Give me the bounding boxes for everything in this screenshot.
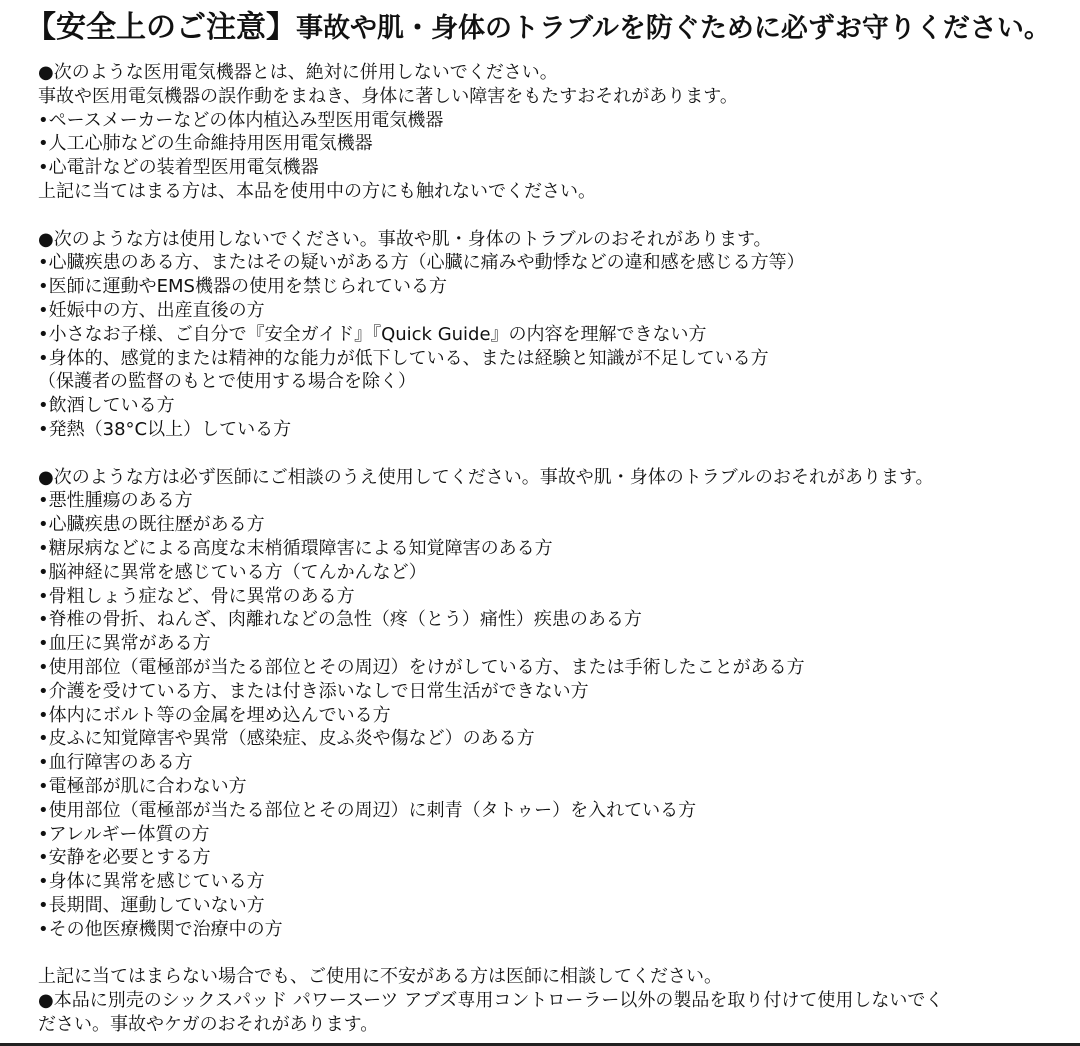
list-item: •血行障害のある方 <box>38 752 193 774</box>
list-item: •介護を受けている方、または付き添いなしで日常生活ができない方 <box>38 680 589 702</box>
list-item: •ペースメーカーなどの体内植込み型医用電気機器 <box>38 109 444 131</box>
list-item: •アレルギー体質の方 <box>38 823 210 845</box>
section-heading-consult-doctor: ●次のような方は必ず医師にご相談のうえ使用してください。事故や肌・身体のトラブルのおそれがあります。 <box>38 466 934 488</box>
list-item: •その他医療機関で治療中の方 <box>38 918 283 940</box>
list-item: •脊椎の骨折、ねんざ、肉離れなどの急性（疼（とう）痛性）疾患のある方 <box>38 609 642 631</box>
spacer <box>38 941 1048 965</box>
title-bracket: 【安全上のご注意】 <box>26 10 296 45</box>
spacer <box>38 442 1048 466</box>
section-heading-accessories: ●本品に別売のシックスパッド パワースーツ アブズ専用コントローラー以外の製品を取り付けて使用しないでく <box>38 990 944 1012</box>
list-item: •悪性腫瘍のある方 <box>38 490 193 512</box>
list-item: •使用部位（電極部が当たる部位とその周辺）をけがしている方、または手術したことがある方 <box>38 656 805 678</box>
list-item: •小さなお子様、ご自分で『安全ガイド』『Quick Guide』の内容を理解できない方 <box>38 323 707 345</box>
list-item: •糖尿病などによる高度な末梢循環障害による知覚障害のある方 <box>38 537 553 559</box>
section-consult-doctor <box>38 466 1048 942</box>
list-item: •身体的、感覚的または精神的な能力が低下している、または経験と知識が不足している方 <box>38 347 769 369</box>
section-closing-notes <box>38 965 1048 1036</box>
title-text: 事故や肌・身体のトラブルを防ぐために必ずお守りください。 <box>296 13 1051 44</box>
list-item: •身体に異常を感じている方 <box>38 871 265 893</box>
list-item: •心臓疾患のある方、またはその疑いがある方（心臓に痛みや動悸などの違和感を感じる方等） <box>38 252 805 274</box>
list-item: •体内にボルト等の金属を埋め込んでいる方 <box>38 704 391 726</box>
spacer <box>38 204 1048 228</box>
list-item: •皮ふに知覚障害や異常（感染症、皮ふ炎や傷など）のある方 <box>38 728 535 750</box>
list-item: •心電計などの装着型医用電気機器 <box>38 157 319 179</box>
note-line: 上記に当てはまる方は、本品を使用中の方にも触れないでください。 <box>38 180 596 202</box>
list-item: •人工心肺などの生命維持用医用電気機器 <box>38 133 373 155</box>
section-heading-medical-devices: ●次のような医用電気機器とは、絶対に併用しないでください。 <box>38 62 558 83</box>
list-item: •医師に運動やEMS機器の使用を禁じられている方 <box>38 276 447 298</box>
list-item: •妊娠中の方、出産直後の方 <box>38 299 265 321</box>
note-line: 上記に当てはまらない場合でも、ご使用に不安がある方は医師に相談してください。 <box>38 966 722 988</box>
list-item: •飲酒している方 <box>38 395 175 417</box>
list-item: •安静を必要とする方 <box>38 847 211 869</box>
list-item: •骨粗しょう症など、骨に異常のある方 <box>38 585 355 607</box>
list-item: •使用部位（電極部が当たる部位とその周辺）に刺青（タトゥー）を入れている方 <box>38 799 697 821</box>
page-title <box>26 8 1076 48</box>
note-line: （保護者の監督のもとで使用する場合を除く） <box>38 371 416 393</box>
list-item: •長期間、運動していない方 <box>38 894 265 916</box>
section-do-not-use <box>38 228 1048 442</box>
note-line: ださい。事故やケガのおそれがあります。 <box>38 1013 379 1035</box>
list-item: •脳神経に異常を感じている方（てんかんなど） <box>38 561 427 583</box>
safety-notes <box>38 61 1048 1037</box>
list-item: •電極部が肌に合わない方 <box>38 775 247 797</box>
note-line: 事故や医用電気機器の誤作動をまねき、身体に著しい障害をもたすおそれがあります。 <box>38 85 738 107</box>
list-item: •血圧に異常がある方 <box>38 633 211 655</box>
list-item: •発熱（38°C以上）している方 <box>38 418 292 440</box>
section-medical-devices <box>38 61 1048 204</box>
list-item: •心臓疾患の既往歴がある方 <box>38 514 265 536</box>
section-heading-do-not-use: ●次のような方は使用しないでください。事故や肌・身体のトラブルのおそれがあります。 <box>38 228 772 250</box>
